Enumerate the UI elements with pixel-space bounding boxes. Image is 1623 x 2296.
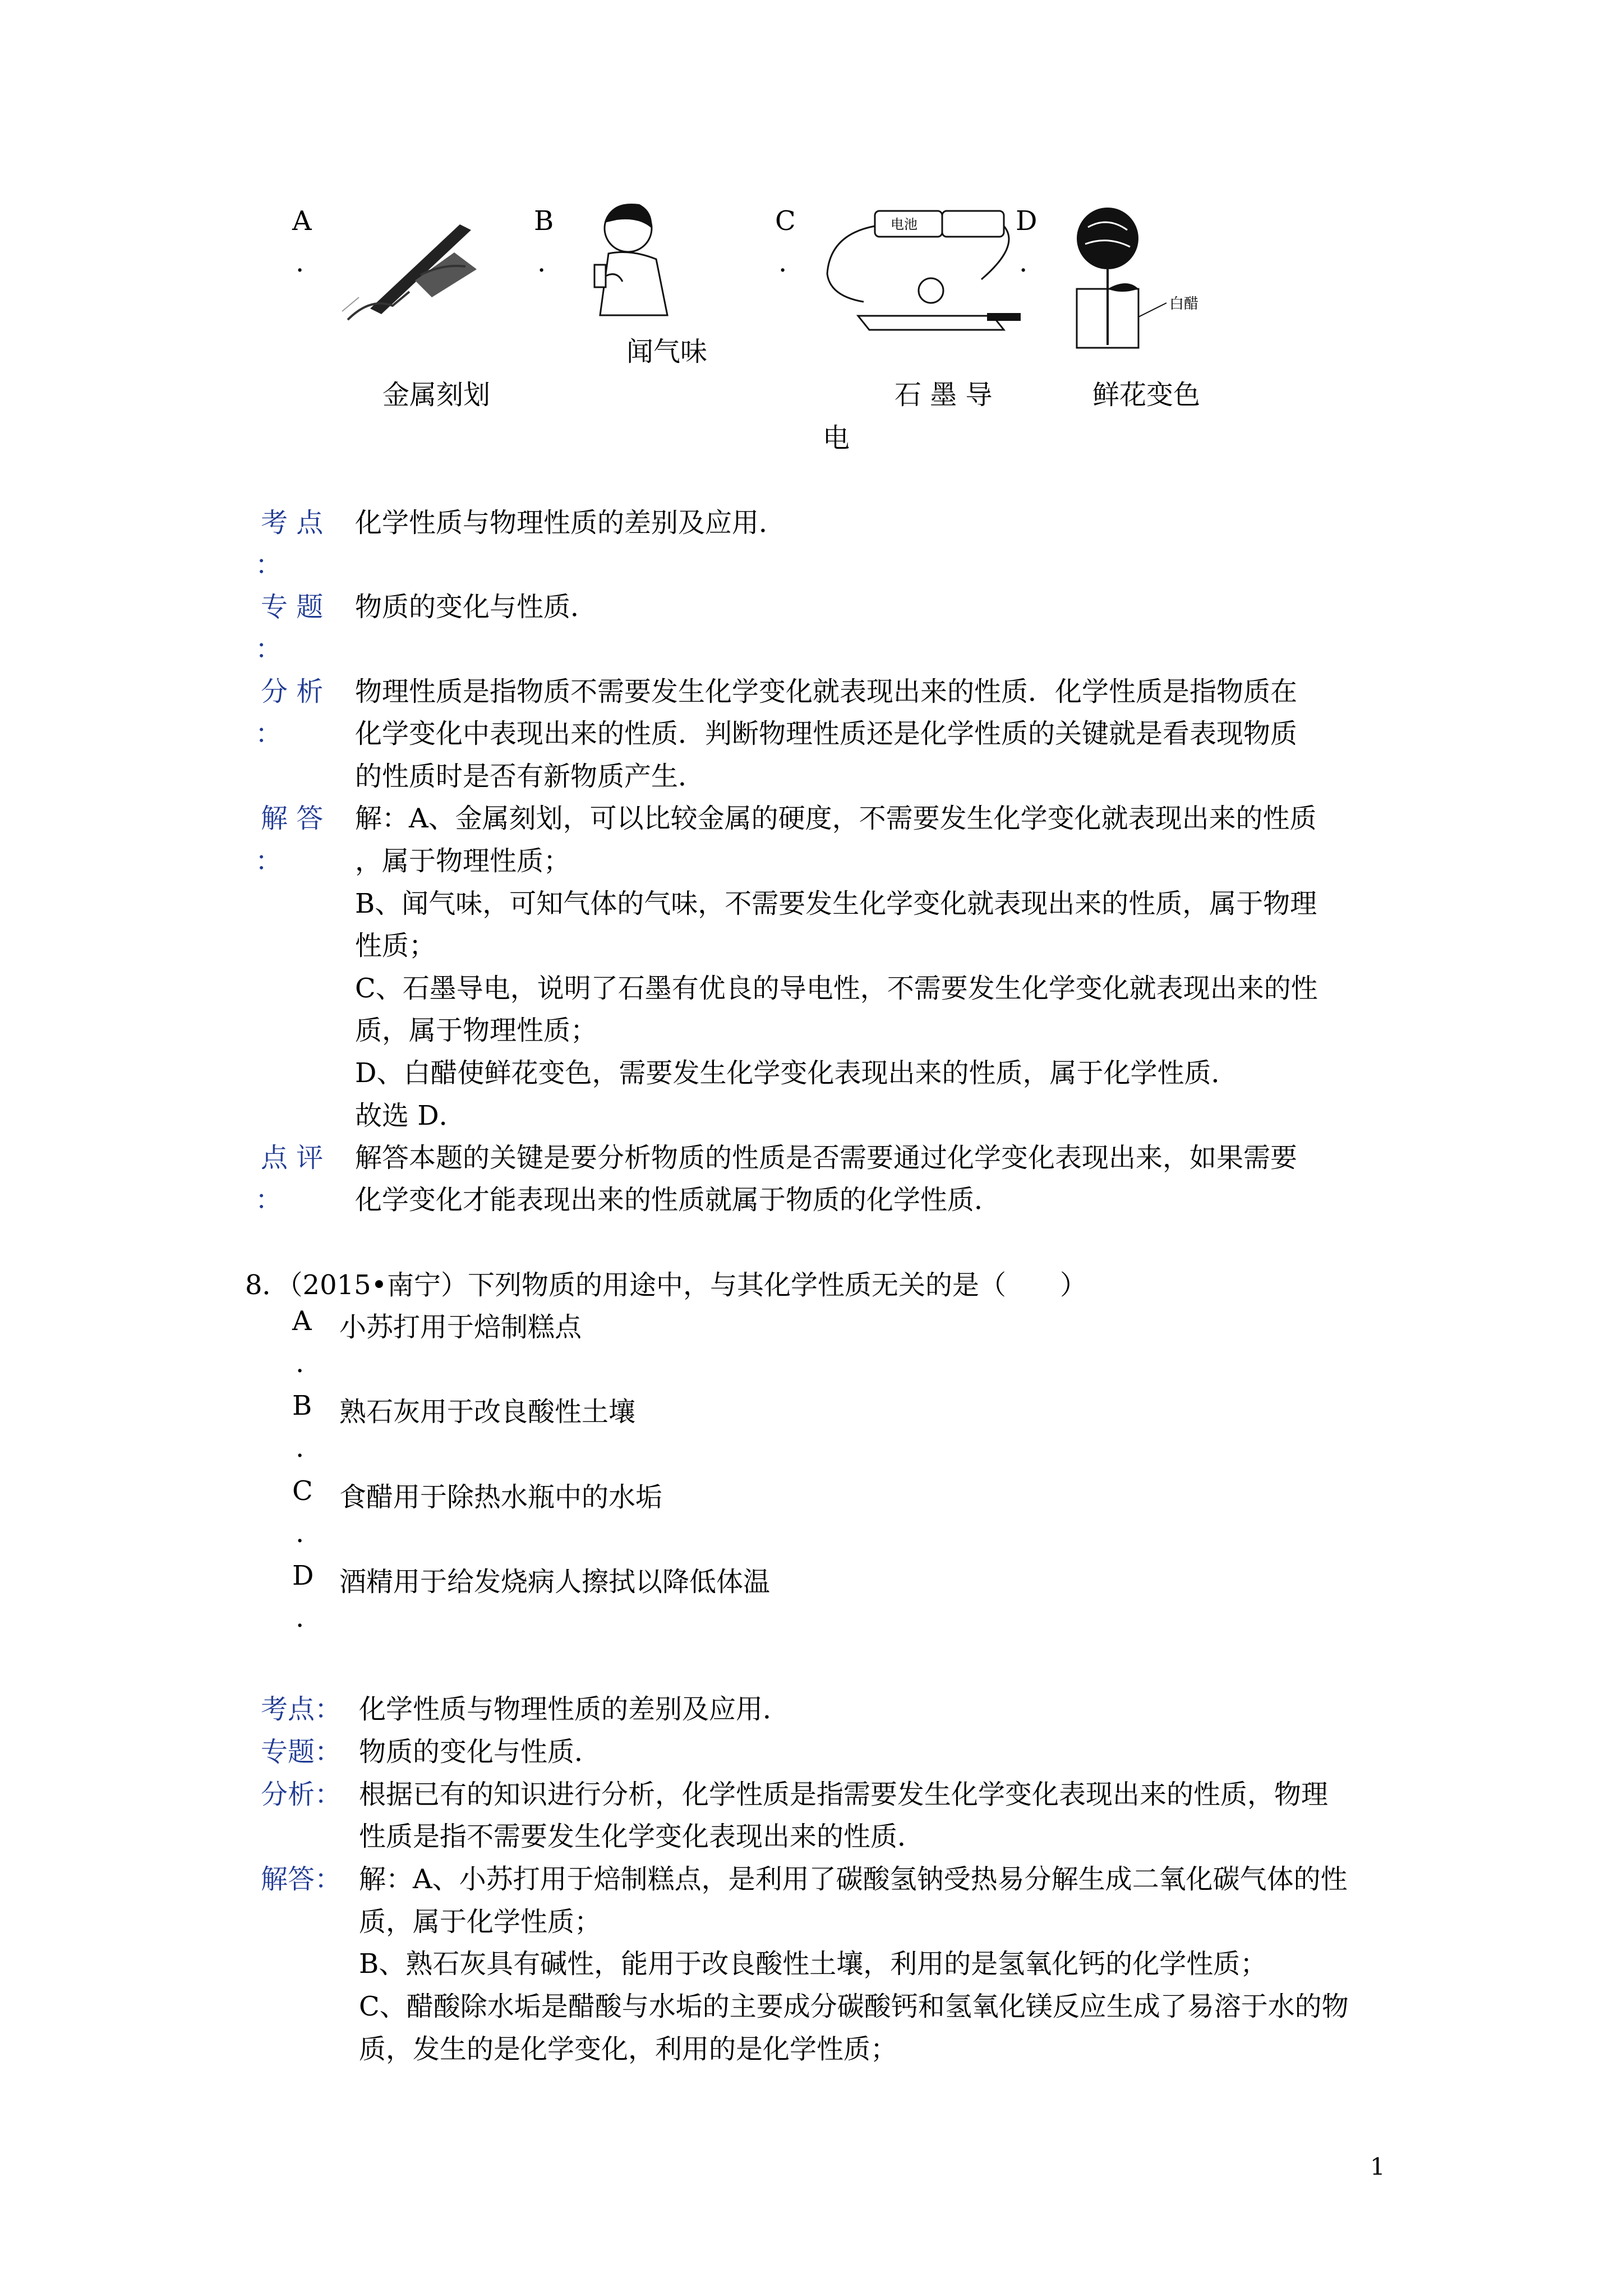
- q8-option-b-letter: B: [292, 1390, 312, 1421]
- q8-option-d-dot: .: [296, 1602, 305, 1634]
- option-b-dot: .: [537, 247, 546, 278]
- q8-jieda-line: 质，属于化学性质；: [359, 1906, 602, 1938]
- q8-option-b-dot: .: [296, 1432, 305, 1464]
- q7-dianping-label: 点 评: [261, 1142, 324, 1174]
- q8-jieda-label: 解答：: [261, 1864, 342, 1895]
- q8-jieda-line: 质，发生的是化学变化，利用的是化学性质；: [359, 2033, 898, 2065]
- vinegar-label: 白醋: [1169, 296, 1199, 312]
- q8-option-a-dot: .: [296, 1347, 305, 1379]
- q7-fenxi-line: 的性质时是否有新物质产生．: [355, 761, 706, 792]
- q8-fenxi-label: 分析：: [261, 1779, 342, 1810]
- q7-dianping-line: 解答本题的关键是要分析物质的性质是否需要通过化学变化表现出来，如果需要: [355, 1142, 1298, 1174]
- battery-label: 电池: [891, 217, 917, 232]
- q8-zhuanti-text: 物质的变化与性质．: [359, 1736, 602, 1768]
- q8-option-c-letter: C: [292, 1475, 313, 1507]
- option-b-letter: B: [534, 205, 554, 237]
- q7-jieda-line: ，属于物理性质；: [355, 845, 571, 877]
- q8-option-a-text: 小苏打用于焙制糕点: [339, 1312, 582, 1343]
- q8-jieda-line: 解：A、小苏打用于焙制糕点，是利用了碳酸氢钠受热易分解生成二氧化碳气体的性: [359, 1864, 1348, 1895]
- graphite-circuit-figure: [819, 201, 1026, 347]
- q8-zhuanti-label: 专题：: [261, 1736, 342, 1768]
- q8-option-c-dot: .: [296, 1517, 305, 1549]
- q8-jieda-line: B、熟石灰具有碱性，能用于改良酸性土壤，利用的是氢氧化钙的化学性质；: [359, 1948, 1267, 1980]
- q8-fenxi-line: 根据已有的知识进行分析，化学性质是指需要发生化学变化表现出来的性质，物理: [359, 1779, 1329, 1810]
- option-a-letter: A: [292, 205, 312, 237]
- smelling-boy-figure: [578, 197, 695, 318]
- option-c-caption-line2: 电: [823, 422, 850, 454]
- q7-jieda-line: 质，属于物理性质；: [355, 1015, 598, 1046]
- option-d-letter: D: [1016, 205, 1038, 237]
- option-d-dot: .: [1019, 247, 1028, 278]
- q7-zhuanti-text: 物质的变化与性质．: [355, 591, 598, 623]
- q8-fenxi-line: 性质是指不需要发生化学变化表现出来的性质．: [359, 1821, 925, 1852]
- q7-kaodian-colon: ：: [255, 549, 283, 581]
- option-c-dot: .: [778, 247, 787, 278]
- q8-option-c-text: 食醋用于除热水瓶中的水垢: [339, 1481, 663, 1513]
- q7-jieda-line: 性质；: [355, 930, 436, 961]
- q7-jieda-line: B、闻气味，可知气体的气味，不需要发生化学变化就表现出来的性质，属于物理: [355, 888, 1317, 919]
- option-a-caption: 金属刻划: [382, 379, 491, 411]
- metal-scratch-figure: [336, 213, 505, 337]
- q8-kaodian-text: 化学性质与物理性质的差别及应用．: [359, 1694, 790, 1725]
- option-c-letter: C: [775, 205, 796, 237]
- q7-jieda-line: 解：A、金属刻划，可以比较金属的硬度，不需要发生化学变化就表现出来的性质: [355, 803, 1317, 834]
- q7-jieda-label: 解 答: [261, 803, 324, 834]
- q8-jieda-line: C、醋酸除水垢是醋酸与水垢的主要成分碳酸钙和氢氧化镁反应生成了易溶于水的物: [359, 1991, 1349, 2022]
- q7-zhuanti-colon: ：: [255, 633, 283, 665]
- q7-kaodian-text: 化学性质与物理性质的差别及应用．: [355, 507, 786, 539]
- q7-fenxi-colon: ：: [255, 718, 283, 749]
- flower-vinegar-figure: [1054, 205, 1206, 351]
- option-c-caption-line1: 石 墨 导: [895, 379, 993, 411]
- option-a-dot: .: [296, 247, 305, 278]
- q7-kaodian-label: 考 点: [261, 507, 324, 539]
- q7-dianping-line: 化学变化才能表现出来的性质就属于物质的化学性质．: [355, 1184, 1002, 1216]
- page-number: 1: [1370, 2153, 1385, 2180]
- q7-jieda-line: 故选 D．: [355, 1100, 466, 1131]
- q8-option-d-text: 酒精用于给发烧病人擦拭以降低体温: [339, 1566, 771, 1598]
- q7-fenxi-label: 分 析: [261, 676, 324, 707]
- q7-fenxi-line: 化学变化中表现出来的性质．判断物理性质还是化学性质的关键就是看表现物质: [355, 718, 1298, 749]
- q7-jieda-line: C、石墨导电，说明了石墨有优良的导电性，不需要发生化学变化就表现出来的性: [355, 973, 1318, 1004]
- q7-jieda-colon: ：: [255, 845, 283, 877]
- q7-jieda-line: D、白醋使鲜花变色，需要发生化学变化表现出来的性质，属于化学性质．: [355, 1057, 1238, 1089]
- q8-option-d-letter: D: [292, 1560, 314, 1591]
- q8-option-a-letter: A: [292, 1305, 312, 1337]
- q7-zhuanti-label: 专 题: [261, 591, 324, 623]
- option-d-caption: 鲜花变色: [1092, 379, 1201, 411]
- option-b-caption: 闻气味: [626, 336, 708, 367]
- q8-kaodian-label: 考点：: [261, 1694, 342, 1725]
- q7-dianping-colon: ：: [255, 1184, 283, 1216]
- q7-fenxi-line: 物理性质是指物质不需要发生化学变化就表现出来的性质．化学性质是指物质在: [355, 676, 1298, 707]
- q8-option-b-text: 熟石灰用于改良酸性土壤: [339, 1396, 636, 1428]
- q8-stem: 8．（2015•南宁）下列物质的用途中，与其化学性质无关的是（ ）: [245, 1269, 1087, 1301]
